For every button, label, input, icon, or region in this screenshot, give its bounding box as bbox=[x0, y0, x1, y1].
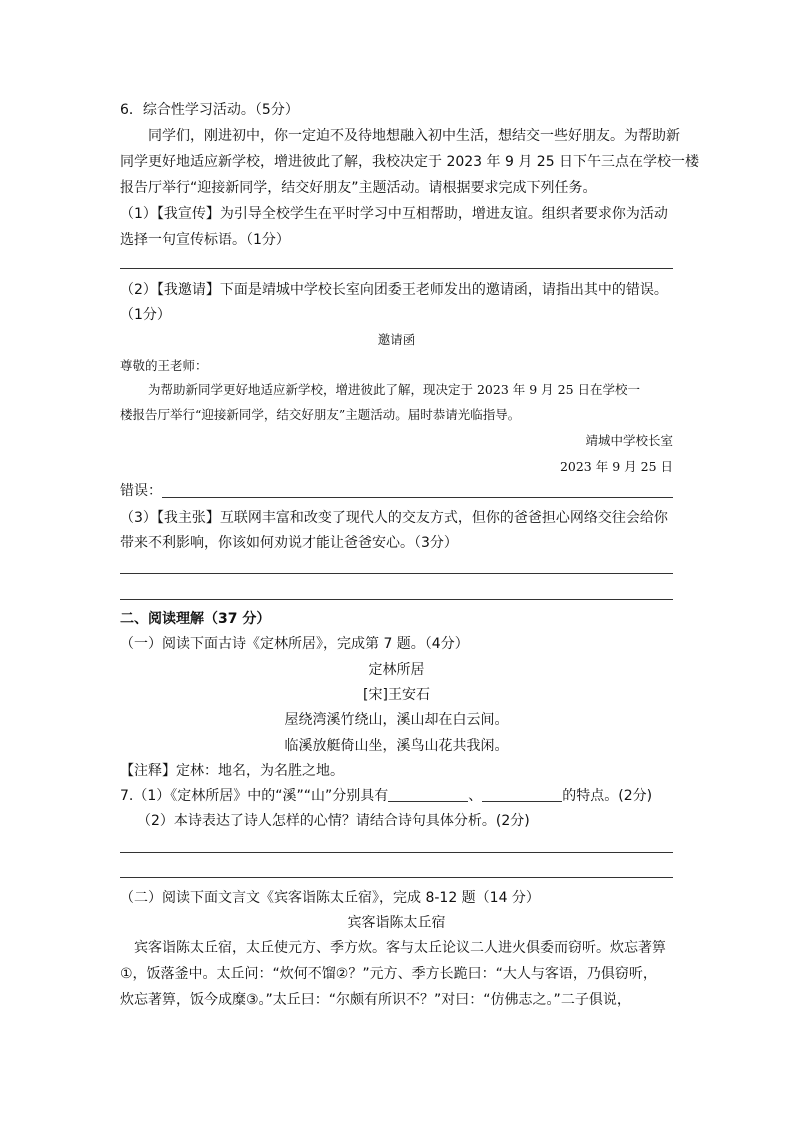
letter-body-line-1: 为帮助新同学更好地适应新学校，增进彼此了解，现决定于 2023 年 9 月 25 日在学校一 bbox=[148, 382, 641, 397]
q7-part1-sep: 、 bbox=[468, 788, 483, 804]
error-label: 错误： bbox=[120, 483, 162, 499]
q6-part2-line-2: （1分） bbox=[120, 307, 171, 323]
poem-line-2: 临溪放艇倚山坐，溪鸟山花共我闲。 bbox=[284, 738, 509, 754]
letter-title: 邀请函 bbox=[377, 332, 416, 347]
q7-part2: （2）本诗表达了诗人怎样的心情？请结合诗句具体分析。(2分) bbox=[137, 813, 530, 829]
classical-title: 宾客诣陈太丘宿 bbox=[347, 915, 446, 931]
poem-line-1: 屋绕湾溪竹绕山，溪山却在白云间。 bbox=[284, 712, 509, 728]
classical-line-2: ①，饭落釜中。太丘问：“炊何不馏②？”元方、季方长跪曰：“大人与客语，乃俱窃听， bbox=[120, 966, 657, 982]
q6-part1-line-1: （1）【我宣传】为引导全校学生在平时学习中互相帮助，增进友谊。组织者要求你为活动 bbox=[120, 206, 668, 222]
q7-part1-text-b: 的特点。(2分) bbox=[562, 788, 653, 804]
poem-title: 定林所居 bbox=[368, 662, 425, 678]
q7-part1 bbox=[120, 786, 652, 806]
q6-intro-line-2: 同学更好地适应新学校，增进彼此了解，我校决定于 2023 年 9 月 25 日下午三点在学校一楼 bbox=[120, 154, 700, 170]
answer-line-slogan[interactable] bbox=[120, 268, 673, 269]
letter-body-line-2: 楼报告厅举行“迎接新同学，结交好朋友”主题活动。届时恭请光临指导。 bbox=[120, 407, 521, 422]
q7-part1-text-a: 7.（1）《定林所居》中的“溪”“山”分别具有 bbox=[120, 788, 389, 804]
letter-sender: 靖城中学校长室 bbox=[585, 433, 673, 448]
section2-title: 二、阅读理解（37 分） bbox=[120, 611, 271, 627]
q6-part3-line-1: （3）【我主张】互联网丰富和改变了现代人的交友方式，但你的爸爸担心网络交往会给你 bbox=[120, 510, 668, 526]
q6-title: 6．综合性学习活动。（5分） bbox=[120, 102, 299, 118]
answer-line-q7-2[interactable] bbox=[120, 877, 673, 878]
q6-intro-line-3: 报告厅举行“迎接新同学，结交好朋友”主题活动。请根据要求完成下列任务。 bbox=[120, 180, 597, 196]
section2-part2-intro: （二）阅读下面文言文《宾客诣陈太丘宿》，完成 8-12 题（14 分） bbox=[120, 890, 540, 906]
q6-part3-line-2: 带来不利影响，你该如何劝说才能让爸爸安心。（3分） bbox=[120, 535, 458, 551]
q7-blank-2[interactable] bbox=[482, 787, 562, 802]
classical-line-1: 宾客诣陈太丘宿，太丘使元方、季方炊。客与太丘论议二人进火俱委而窃听。炊忘著箅 bbox=[134, 940, 666, 956]
q6-part1-line-2: 选择一句宣传标语。（1分） bbox=[120, 232, 290, 248]
q6-intro-line-1: 同学们，刚进初中，你一定迫不及待地想融入初中生活，想结交一些好朋友。为帮助新 bbox=[148, 128, 680, 144]
q7-blank-1[interactable] bbox=[388, 787, 468, 802]
poem-author: [宋]王安石 bbox=[363, 687, 430, 703]
letter-salutation: 尊敬的王老师： bbox=[120, 358, 208, 373]
answer-line-error[interactable] bbox=[162, 497, 673, 498]
answer-line-q7-1[interactable] bbox=[120, 852, 673, 853]
poem-note: 【注释】定林：地名，为名胜之地。 bbox=[120, 763, 344, 779]
answer-line-persuade-1[interactable] bbox=[120, 573, 673, 574]
q6-part2-line-1: （2）【我邀请】下面是靖城中学校长室向团委王老师发出的邀请函，请指出其中的错误。 bbox=[120, 282, 668, 298]
answer-line-persuade-2[interactable] bbox=[120, 599, 673, 600]
classical-line-3: 炊忘著箅，饭今成糜③。”太丘曰：“尔颇有所识不？”对曰：“仿佛志之。”二子俱说， bbox=[120, 992, 631, 1008]
letter-date: 2023 年 9 月 25 日 bbox=[559, 459, 673, 474]
section2-part1-intro: （一）阅读下面古诗《定林所居》，完成第 7 题。（4分） bbox=[120, 636, 469, 652]
